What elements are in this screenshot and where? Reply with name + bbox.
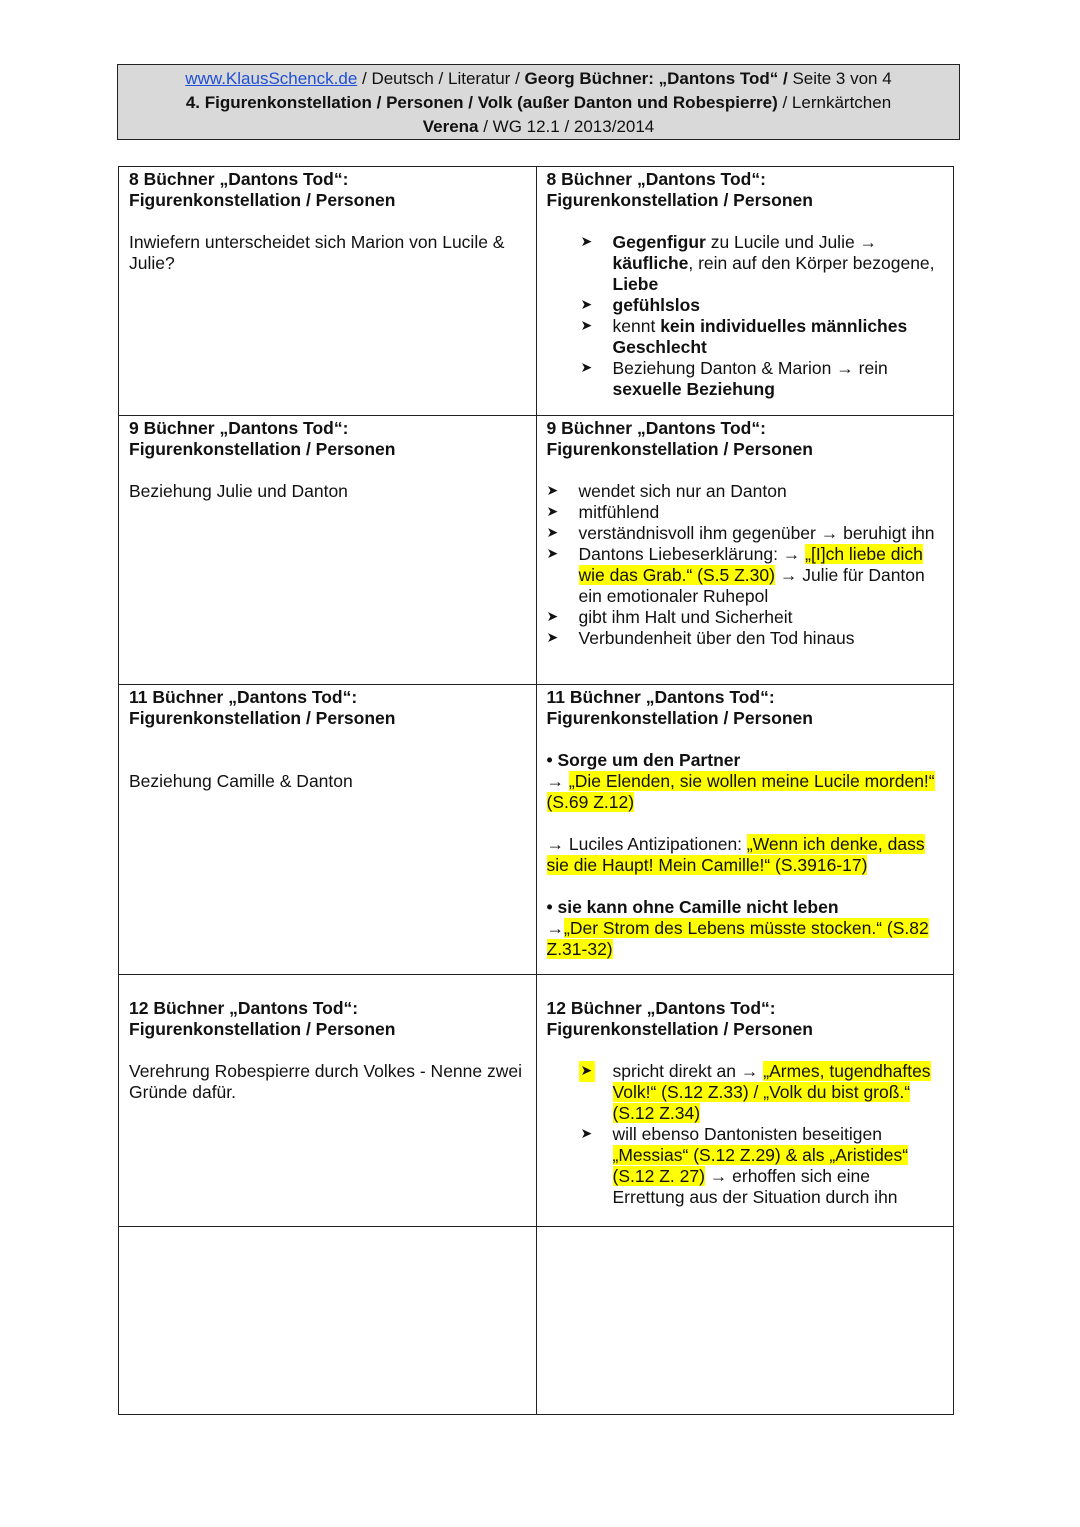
list-item: ➤ kennt kein individuelles männliches Geschlecht (613, 316, 946, 358)
card-question: Beziehung Julie und Danton (129, 481, 348, 501)
header-topic: 4. Figurenkonstellation / Personen / Volk (außer Danton und Robespierre) (185, 93, 778, 112)
list-item: ➤ gefühlslos (613, 295, 946, 316)
empty-cell (536, 1227, 954, 1415)
card-title (129, 685, 528, 729)
empty-cell (119, 1227, 537, 1415)
card-title (129, 416, 528, 460)
list-item: ➤ Gegenfigur zu Lucile und Julie → käufliche, rein auf den Körper bezogene, Liebe (613, 232, 946, 295)
card-title (547, 996, 946, 1040)
card-title-line-1: 8 Büchner „Dantons Tod“: (546, 169, 766, 189)
card-row-11 (119, 685, 954, 975)
quote-highlight: „Messias“ (S.12 Z.29) & als „Aristides“ (S.12 Z. 27) (612, 1145, 909, 1186)
card-title (547, 685, 946, 729)
card-title-line-2: Figurenkonstellation / Personen (129, 190, 396, 210)
answer-point: • Sorge um den Partner (546, 750, 741, 770)
list-item: ➤ will ebenso Dantonisten beseitigen „Messias“ (S.12 Z.29) & als „Aristides“ (S.12 Z. 27) → erhoffen sich eine Errettung aus der Situation durch ihn (613, 1124, 946, 1208)
header-line-2 (118, 91, 959, 115)
card-title-line-1: 12 Büchner „Dantons Tod“: (546, 998, 776, 1018)
card-title-line-2: Figurenkonstellation / Personen (546, 190, 813, 210)
list-item: ➤ gibt ihm Halt und Sicherheit (579, 607, 946, 628)
card-title-line-1: 9 Büchner „Dantons Tod“: (546, 418, 766, 438)
card-title-line-1: 11 Büchner „Dantons Tod“: (129, 687, 358, 707)
quote-highlight: „Wenn ich denke, dass sie die Haupt! Mein Camille!“ (S.3916-17) (546, 834, 925, 875)
card-answer-cell (536, 685, 954, 975)
card-row-empty (119, 1227, 954, 1415)
answer-list (547, 1061, 946, 1208)
quote-highlight: „Der Strom des Lebens müsste stocken.“ (S.82 Z.31-32) (546, 918, 929, 959)
card-title-line-2: Figurenkonstellation / Personen (129, 708, 396, 728)
card-answer-cell (536, 416, 954, 685)
card-question-cell (119, 975, 537, 1227)
list-item: ➤ Beziehung Danton & Marion → rein sexuelle Beziehung (613, 358, 946, 400)
page-header (117, 64, 960, 140)
card-question: Verehrung Robespierre durch Volkes - Nenne zwei Gründe dafür. (129, 1061, 522, 1102)
card-title-line-1: 12 Büchner „Dantons Tod“: (129, 998, 359, 1018)
card-question-cell (119, 416, 537, 685)
answer-paragraph: • Sorge um den Partner → „Die Elenden, sie wollen meine Lucile morden!“ (S.69 Z.12) (547, 750, 946, 813)
card-title (129, 167, 528, 211)
card-title-line-2: Figurenkonstellation / Personen (546, 708, 813, 728)
list-item: ➤ wendet sich nur an Danton (579, 481, 946, 502)
card-row-8 (119, 167, 954, 416)
answer-point: • sie kann ohne Camille nicht leben (546, 897, 839, 917)
card-title-line-2: Figurenkonstellation / Personen (129, 1019, 396, 1039)
card-title-line-2: Figurenkonstellation / Personen (546, 439, 813, 459)
list-item: ➤ verständnisvoll ihm gegenüber → beruhigt ihn (579, 523, 946, 544)
card-title (547, 416, 946, 460)
card-title-line-1: 8 Büchner „Dantons Tod“: (129, 169, 349, 189)
card-title (547, 167, 946, 211)
card-question-cell (119, 167, 537, 416)
answer-paragraph: • sie kann ohne Camille nicht leben →„Der Strom des Lebens müsste stocken.“ (S.82 Z.31-32) (547, 897, 946, 960)
card-row-12 (119, 975, 954, 1227)
list-item: ➤ Dantons Liebeserklärung: → „[I]ch liebe dich wie das Grab.“ (S.5 Z.30) → Julie für Danton ein emotionaler Ruhepol (579, 544, 946, 607)
quote-highlight: „[I]ch liebe dich wie das Grab.“ (S.5 Z.30) (578, 544, 923, 585)
header-author: Verena (422, 117, 479, 136)
card-question: Beziehung Camille & Danton (129, 771, 353, 791)
card-row-9 (119, 416, 954, 685)
flashcard-table (118, 166, 954, 1415)
card-title-line-1: 9 Büchner „Dantons Tod“: (129, 418, 349, 438)
card-question: Inwiefern unterscheidet sich Marion von Lucile & Julie? (129, 232, 505, 273)
header-type: / Lernkärtchen (777, 93, 892, 112)
answer-paragraph: → Luciles Antizipationen: „Wenn ich denke, dass sie die Haupt! Mein Camille!“ (S.3916-17) (546, 834, 925, 875)
header-class-year: / WG 12.1 / 2013/2014 (478, 117, 655, 136)
list-item: ➤ spricht direkt an → „Armes, tugendhaftes Volk!“ (S.12 Z.33) / „Volk du bist groß.“ (S.12 Z.34) (613, 1061, 946, 1124)
card-answer-cell (536, 167, 954, 416)
header-work-title: Georg Büchner: „Dantons Tod“ / (524, 69, 788, 88)
header-line-1 (118, 67, 959, 91)
card-answer-cell (536, 975, 954, 1227)
header-line-3 (118, 115, 959, 139)
card-title-line-2: Figurenkonstellation / Personen (546, 1019, 813, 1039)
card-title-line-1: 11 Büchner „Dantons Tod“: (546, 687, 775, 707)
header-page-number: Seite 3 von 4 (787, 69, 892, 88)
list-item: ➤ Verbundenheit über den Tod hinaus (579, 628, 946, 649)
quote-highlight: „Die Elenden, sie wollen meine Lucile morden!“ (S.69 Z.12) (546, 771, 935, 812)
quote-highlight: „Armes, tugendhaftes Volk!“ (S.12 Z.33) / „Volk du bist groß.“ (S.12 Z.34) (612, 1061, 931, 1123)
answer-list (547, 481, 946, 649)
card-question-cell (119, 685, 537, 975)
answer-list (547, 232, 946, 400)
header-path: / Deutsch / Literatur / (357, 69, 525, 88)
card-title-line-2: Figurenkonstellation / Personen (129, 439, 396, 459)
website-link[interactable]: www.KlausSchenck.de (185, 69, 358, 88)
card-title (129, 996, 528, 1040)
list-item: ➤ mitfühlend (579, 502, 946, 523)
